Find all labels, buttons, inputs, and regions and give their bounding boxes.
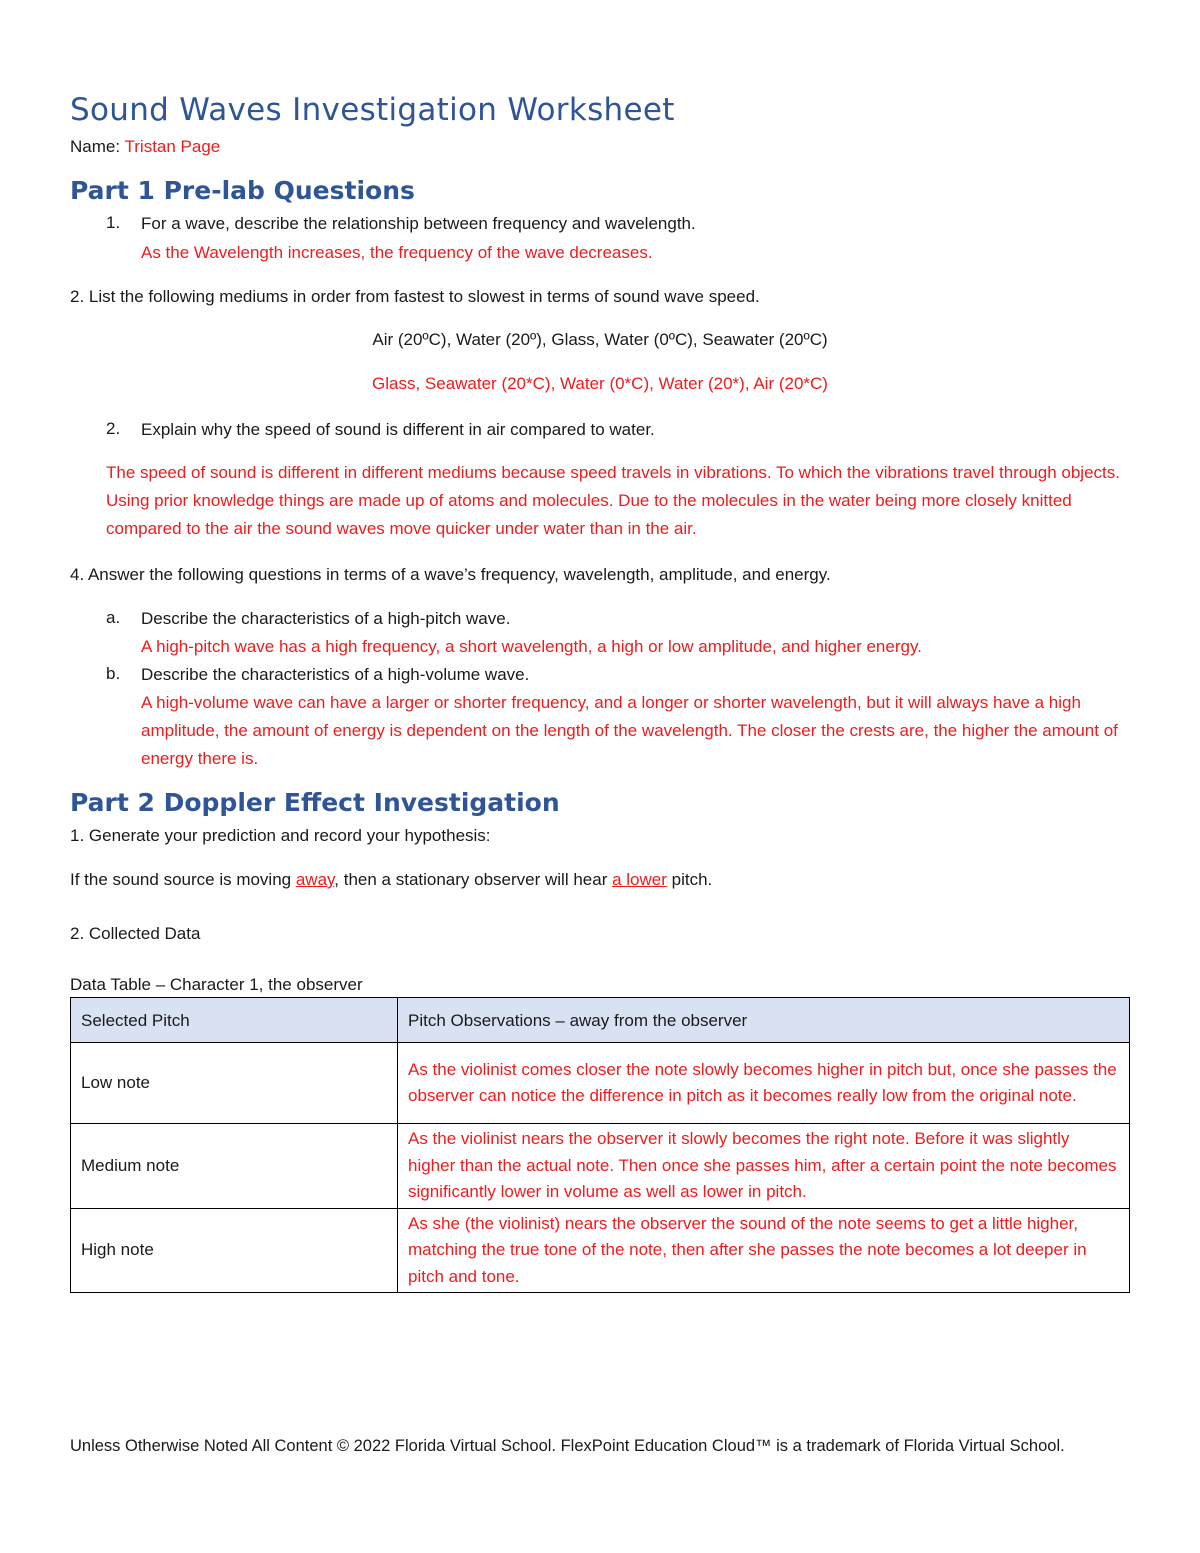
hypothesis-middle: , then a stationary observer will hear	[334, 870, 613, 889]
name-line	[70, 137, 220, 157]
table-header-row	[71, 998, 1130, 1043]
row-observation: As the violinist comes closer the note slowly becomes higher in pitch but, once she passes the observer can notice the difference in pitch as it becomes really low from the original note.	[398, 1043, 1130, 1124]
table-row	[71, 1208, 1130, 1293]
copyright-footer: Unless Otherwise Noted All Content © 2022 Florida Virtual School. FlexPoint Education Cloud™ is a trademark of Florida Virtual School.	[70, 1437, 1065, 1455]
q1-answer: As the Wavelength increases, the frequency of the wave decreases.	[141, 243, 653, 262]
row-pitch: Medium note	[71, 1124, 398, 1209]
qa-answer: A high-pitch wave has a high frequency, a short wavelength, a high or low amplitude, and higher energy.	[141, 637, 922, 656]
hypothesis-blank-pitch: a lower	[612, 870, 667, 889]
qb-answer: A high-volume wave can have a larger or shorter frequency, and a longer or shorter wavelength, but it will always have a high amplitude, the amount of energy is dependent on the length of the wavelength. The closer the crests are, the higher the amount of energy there is.	[141, 693, 1118, 768]
name-label: Name:	[70, 137, 121, 156]
part1-heading: Part 1 Pre-lab Questions	[70, 176, 415, 205]
q3-number: 2.	[106, 419, 121, 438]
step1-text: 1. Generate your prediction and record your hypothesis:	[70, 826, 491, 845]
hypothesis-blank-direction: away	[295, 870, 335, 889]
hypothesis-prefix: If the sound source is moving	[70, 870, 296, 889]
table-header-pitch: Selected Pitch	[71, 998, 398, 1043]
q4-text: 4. Answer the following questions in terms of a wave’s frequency, wavelength, amplitude, and energy.	[70, 565, 831, 584]
data-table	[70, 997, 1130, 1293]
row-pitch: Low note	[71, 1043, 398, 1124]
q2-answer: Glass, Seawater (20*C), Water (0*C), Water (20*), Air (20*C)	[372, 374, 828, 393]
row-observation: As the violinist nears the observer it slowly becomes the right note. Before it was slightly higher than the actual note. Then once she passes him, after a certain point the note becomes significantly lower in volume as well as lower in pitch.	[398, 1124, 1130, 1209]
hypothesis-suffix: pitch.	[666, 870, 713, 889]
table-caption: Data Table – Character 1, the observer	[70, 975, 363, 994]
table-row	[71, 1124, 1130, 1209]
row-pitch: High note	[71, 1208, 398, 1293]
table-header-observations: Pitch Observations – away from the observer	[398, 998, 1130, 1043]
q1-number: 1.	[106, 213, 121, 232]
row-observation: As she (the violinist) nears the observer the sound of the note seems to get a little higher, matching the true tone of the note, then after she passes the note becomes a lot deeper in pitch and tone.	[398, 1208, 1130, 1293]
q2-medium-list: Air (20ºC), Water (20º), Glass, Water (0ºC), Seawater (20ºC)	[372, 330, 828, 349]
name-value: Tristan Page	[124, 137, 221, 156]
q1-text: For a wave, describe the relationship between frequency and wavelength.	[141, 214, 696, 233]
part2-heading: Part 2 Doppler Effect Investigation	[70, 788, 560, 817]
page-title: Sound Waves Investigation Worksheet	[70, 92, 675, 128]
qa-letter: a.	[106, 608, 121, 627]
q3-text: Explain why the speed of sound is different in air compared to water.	[141, 420, 655, 439]
q3-answer: The speed of sound is different in different mediums because speed travels in vibrations. To which the vibrations travel through objects. Using prior knowledge things are made up of atoms and molecules. Due to the molecules in the water being more closely knitted compared to the air the sound waves move quicker under water than in the air.	[106, 463, 1120, 538]
qa-text: Describe the characteristics of a high-pitch wave.	[141, 609, 511, 628]
table-row	[71, 1043, 1130, 1124]
qb-text: Describe the characteristics of a high-volume wave.	[141, 665, 530, 684]
qb-letter: b.	[106, 664, 121, 683]
step2-text: 2. Collected Data	[70, 924, 201, 943]
q2-text: 2. List the following mediums in order from fastest to slowest in terms of sound wave speed.	[70, 287, 760, 306]
hypothesis	[70, 866, 712, 894]
